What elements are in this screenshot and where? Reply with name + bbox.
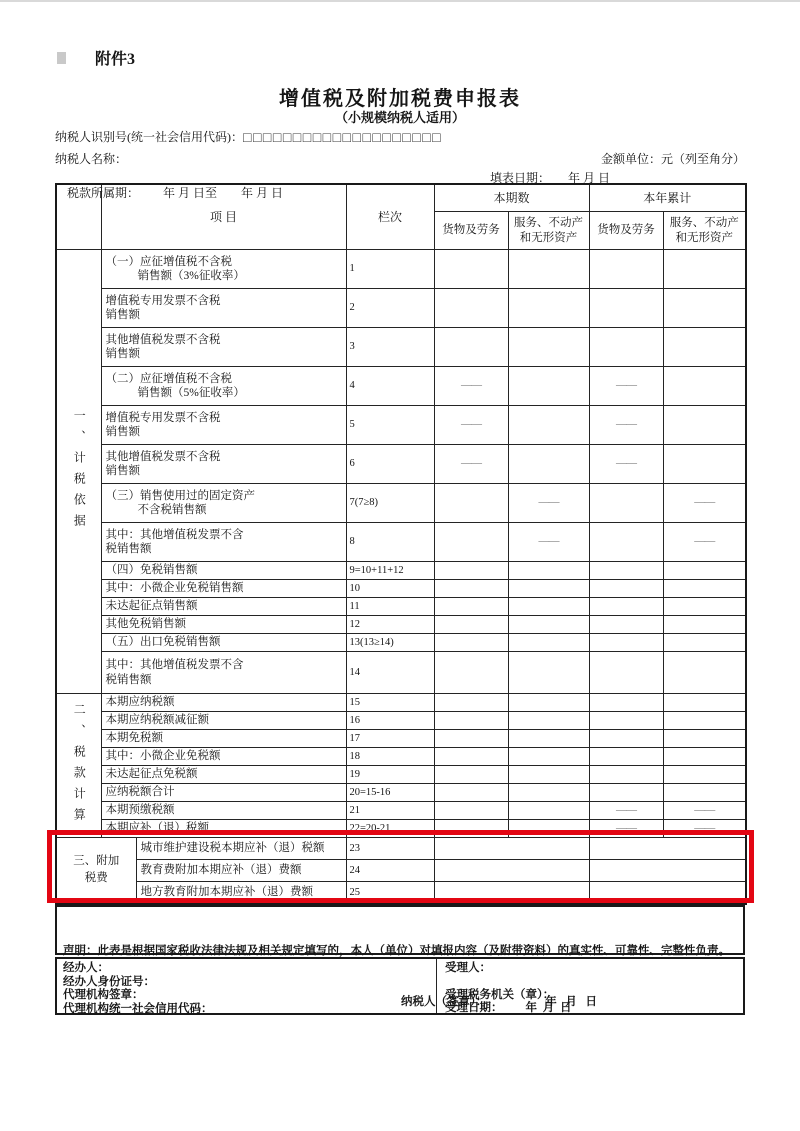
agent-id-label[interactable]: 经办人身份证号： [63,975,155,988]
row-label: 本期应纳税额减征额 [101,712,346,730]
value-cell[interactable] [508,328,589,367]
value-cell[interactable] [663,730,746,748]
form-subtitle: （小规模纳税人适用） [334,110,465,125]
agency-credit-code-label[interactable]: 代理机构统一社会信用代码： [63,1002,213,1015]
row-column-number: 8 [346,523,434,562]
value-cell[interactable] [663,694,746,712]
value-cell[interactable] [434,820,508,838]
row-label: 其中：小微企业免税销售额 [101,580,346,598]
spacer [445,976,735,989]
dash-cell: —— [508,523,589,562]
row-column-number: 20=15-16 [346,784,434,802]
corner-cell [56,184,101,250]
value-cell[interactable] [434,784,508,802]
value-cell[interactable] [508,367,589,406]
value-cell[interactable] [508,562,589,580]
row-column-number: 10 [346,580,434,598]
row-column-number: 3 [346,328,434,367]
dash-cell: —— [589,367,663,406]
acceptance-section [437,959,743,1013]
value-cell[interactable] [589,598,663,616]
table-row [56,860,746,882]
table-row [56,882,746,904]
value-cell[interactable] [434,652,508,694]
table-row [56,580,746,598]
row-label: 其中：其他增值税发票不含 税销售额 [101,652,346,694]
header-column-no: 栏次 [346,184,434,250]
table-row [56,289,746,328]
row-column-number: 15 [346,694,434,712]
value-cell[interactable] [589,882,746,904]
table-header-row-1 [56,184,746,212]
value-cell[interactable] [508,445,589,484]
value-cell[interactable] [508,712,589,730]
dash-cell: —— [434,445,508,484]
value-cell[interactable] [589,289,663,328]
row-column-number: 14 [346,652,434,694]
value-cell[interactable] [663,289,746,328]
table-row [56,367,746,406]
section-label: 一、计税依据 [56,250,101,694]
table-row [56,802,746,820]
row-label: （二）应征增值税不含税 销售额（5%征收率） [101,367,346,406]
value-cell[interactable] [663,445,746,484]
value-cell[interactable] [589,616,663,634]
value-cell[interactable] [589,634,663,652]
table-row [56,694,746,712]
value-cell[interactable] [508,730,589,748]
declaration-table [55,183,747,905]
table-row [56,445,746,484]
value-cell[interactable] [508,652,589,694]
value-cell[interactable] [663,712,746,730]
header-services-current: 服务、不动产和无形资产 [508,212,589,250]
table-row [56,328,746,367]
header-year-to-date: 本年累计 [589,184,746,212]
dash-cell: —— [589,820,663,838]
header-services-ytd: 服务、不动产和无形资产 [663,212,746,250]
value-cell[interactable] [508,802,589,820]
value-cell[interactable] [434,328,508,367]
section-label: 二、税款计算 [56,694,101,838]
value-cell[interactable] [663,367,746,406]
taxpayer-name-line [55,150,745,167]
header-goods-ytd: 货物及劳务 [589,212,663,250]
row-column-number: 17 [346,730,434,748]
value-cell[interactable] [663,616,746,634]
row-label: 本期应纳税额 [101,694,346,712]
row-column-number: 25 [346,882,434,904]
table-row [56,820,746,838]
value-cell[interactable] [434,694,508,712]
row-column-number: 9=10+11+12 [346,562,434,580]
value-cell[interactable] [663,766,746,784]
dash-cell: —— [663,802,746,820]
dash-cell: —— [663,523,746,562]
row-column-number: 4 [346,367,434,406]
signature-date-label[interactable]: 年 月 日 [545,996,597,1009]
row-label: 未达起征点免税额 [101,766,346,784]
value-cell[interactable] [589,730,663,748]
value-cell[interactable] [663,580,746,598]
row-column-number: 16 [346,712,434,730]
value-cell[interactable] [434,712,508,730]
table-row [56,730,746,748]
table-row [56,598,746,616]
acceptance-date-label[interactable]: 受理日期： 年 月 日 [445,1002,572,1014]
row-column-number: 1 [346,250,434,289]
row-column-number: 13(13≥14) [346,634,434,652]
row-label: （一）应征增值税不含税 销售额（3%征收率） [101,250,346,289]
table-row [56,766,746,784]
value-cell[interactable] [663,634,746,652]
value-cell[interactable] [434,616,508,634]
row-label: 增值税专用发票不含税 销售额 [101,289,346,328]
form-title: 增值税及附加税费申报表 [279,88,521,110]
row-label: （五）出口免税销售额 [101,634,346,652]
value-cell[interactable] [508,598,589,616]
value-cell[interactable] [589,652,663,694]
header-current-period: 本期数 [434,184,589,212]
value-cell[interactable] [508,766,589,784]
row-column-number: 7(7≥8) [346,484,434,523]
dash-cell: —— [508,484,589,523]
value-cell[interactable] [589,860,746,882]
value-cell[interactable] [508,616,589,634]
value-cell[interactable] [434,523,508,562]
value-cell[interactable] [663,598,746,616]
value-cell[interactable] [434,838,589,860]
value-cell[interactable] [589,784,663,802]
taxpayer-id-label: 纳税人识别号(统一社会信用代码)： [55,130,243,144]
value-cell[interactable] [663,652,746,694]
row-column-number: 12 [346,616,434,634]
table-row [56,484,746,523]
row-label: （三）销售使用过的固定资产 不含税销售额 [101,484,346,523]
value-cell[interactable] [434,289,508,328]
row-label: （四）免税销售额 [101,562,346,580]
value-cell[interactable] [508,580,589,598]
table-row [56,784,746,802]
value-cell[interactable] [663,328,746,367]
value-cell[interactable] [589,562,663,580]
value-cell[interactable] [434,580,508,598]
row-column-number: 18 [346,748,434,766]
dash-cell: —— [589,802,663,820]
value-cell[interactable] [508,748,589,766]
row-label: 未达起征点销售额 [101,598,346,616]
receiver-label[interactable]: 受理人： [445,962,491,974]
dash-cell: —— [663,484,746,523]
row-label: 其中：其他增值税发票不含 税销售额 [101,523,346,562]
row-label: 本期预缴税额 [101,802,346,820]
row-label: 增值税专用发票不含税 销售额 [101,406,346,445]
value-cell[interactable] [508,250,589,289]
tax-period-label[interactable]: 税款所属期： 年 月 日至 年 月 日 [67,186,284,200]
row-column-number: 19 [346,766,434,784]
scan-edge [0,0,800,2]
value-cell[interactable] [434,882,589,904]
value-cell[interactable] [434,484,508,523]
taxpayer-name-label[interactable]: 纳税人名称： [55,152,128,166]
value-cell[interactable] [434,634,508,652]
value-cell[interactable] [508,406,589,445]
agency-seal-label[interactable]: 代理机构签章： [63,989,144,1001]
section-label: 三、附加 税费 [56,838,136,904]
value-cell[interactable] [663,784,746,802]
row-column-number: 22=20-21 [346,820,434,838]
attachment-label: 附件3 [95,51,136,68]
scan-artifact [57,52,66,64]
row-label: 其他增值税发票不含税 销售额 [101,328,346,367]
dash-cell: —— [434,406,508,445]
table-row [56,712,746,730]
filing-date-label[interactable]: 填表日期： 年 月 日 [490,171,611,185]
row-label: 本期应补（退）税额 [101,820,346,838]
value-cell[interactable] [434,802,508,820]
value-cell[interactable] [589,766,663,784]
row-label: 城市维护建设税本期应补（退）税额 [136,838,346,860]
value-cell[interactable] [508,820,589,838]
row-column-number: 23 [346,838,434,860]
value-cell[interactable] [434,562,508,580]
value-cell[interactable] [663,748,746,766]
row-column-number: 24 [346,860,434,882]
amount-unit-label: 金额单位：元（列至角分） [600,152,745,166]
row-label: 其中：小微企业免税额 [101,748,346,766]
value-cell[interactable] [434,860,589,882]
row-column-number: 21 [346,802,434,820]
row-label: 教育费附加本期应补（退）费额 [136,860,346,882]
value-cell[interactable] [434,748,508,766]
table-row [56,838,746,860]
row-column-number: 11 [346,598,434,616]
value-cell[interactable] [589,838,746,860]
value-cell[interactable] [508,634,589,652]
value-cell[interactable] [508,784,589,802]
table-row [56,634,746,652]
value-cell[interactable] [589,328,663,367]
row-column-number: 6 [346,445,434,484]
value-cell[interactable] [589,523,663,562]
row-label: 其他增值税发票不含税 销售额 [101,445,346,484]
table-row [56,562,746,580]
value-cell[interactable] [508,694,589,712]
header-goods-current: 货物及劳务 [434,212,508,250]
value-cell[interactable] [434,730,508,748]
taxpayer-signature-label[interactable]: 纳税人（签章）： [401,996,488,1009]
dash-cell: —— [589,406,663,445]
row-label: 其他免税销售额 [101,616,346,634]
agent-section [57,959,437,1013]
value-cell[interactable] [589,694,663,712]
taxpayer-id-line [55,128,745,147]
value-cell[interactable] [589,712,663,730]
row-label: 应纳税额合计 [101,784,346,802]
value-cell[interactable] [589,484,663,523]
value-cell[interactable] [663,250,746,289]
table-row [56,406,746,445]
value-cell[interactable] [589,250,663,289]
table-row [56,523,746,562]
value-cell[interactable] [434,598,508,616]
agent-label[interactable]: 经办人： [63,962,109,974]
row-column-number: 2 [346,289,434,328]
handling-box [55,957,745,1015]
value-cell[interactable] [434,250,508,289]
header-item: 项 目 [101,184,346,250]
declaration-text: 声明：此表是根据国家税收法律法规及相关规定填写的，本人（单位）对填报内容（及附带资料）的真实性、可靠性、完整性负责。 [63,945,730,958]
value-cell[interactable] [589,748,663,766]
value-cell[interactable] [434,766,508,784]
table-row [56,652,746,694]
value-cell[interactable] [663,406,746,445]
taxpayer-id-boxes[interactable]: □□□□□□□□□□□□□□□□□□□□ [243,131,443,146]
dash-cell: —— [434,367,508,406]
value-cell[interactable] [508,289,589,328]
dash-cell: —— [589,445,663,484]
value-cell[interactable] [589,580,663,598]
table-row [56,616,746,634]
dash-cell: —— [663,820,746,838]
row-column-number: 5 [346,406,434,445]
tax-authority-label[interactable]: 受理税务机关（章）： [445,988,555,1001]
table-row [56,250,746,289]
row-label: 地方教育附加本期应补（退）费额 [136,882,346,904]
value-cell[interactable] [663,562,746,580]
row-label: 本期免税额 [101,730,346,748]
table-row [56,748,746,766]
